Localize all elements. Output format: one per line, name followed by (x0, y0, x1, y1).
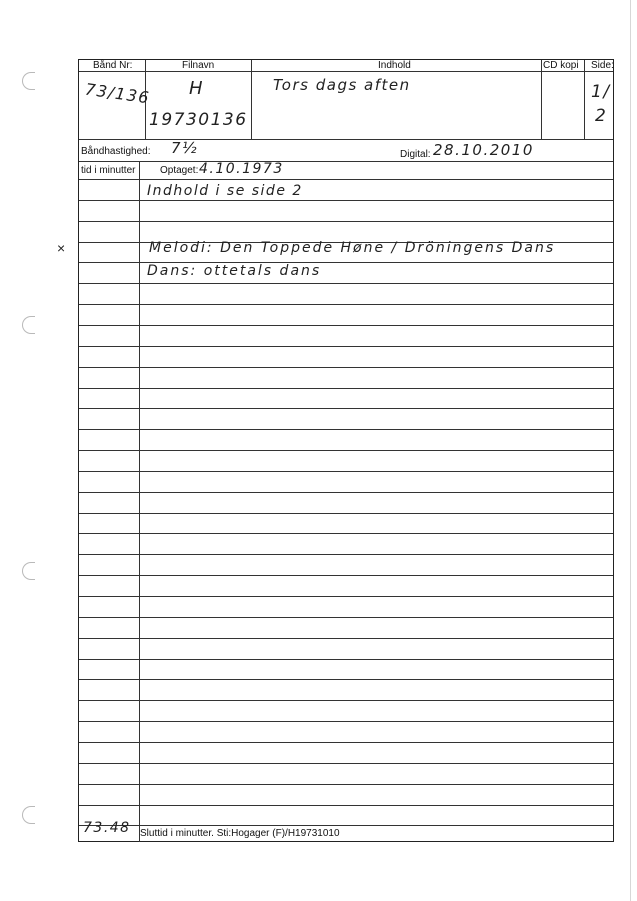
indhold-label: Indhold (378, 60, 411, 71)
total-time-value: 73.48 (83, 820, 131, 836)
ruled-line (79, 304, 613, 305)
ruled-line (79, 221, 613, 222)
ruled-line (79, 742, 613, 743)
side-label: Side: (591, 60, 614, 71)
header-bottom-rule (79, 71, 613, 72)
ruled-line (79, 617, 613, 618)
ruled-line (79, 805, 613, 806)
ruled-line (79, 575, 613, 576)
ruled-line (79, 700, 613, 701)
ruled-line (79, 450, 613, 451)
footer-text: Sluttid i minutter. Sti:Hogager (F)/H19731010 (140, 828, 340, 839)
ruled-line (79, 554, 613, 555)
content-line: Dans: ottetals dans (147, 263, 322, 279)
ruled-line (79, 659, 613, 660)
ruled-line (79, 388, 613, 389)
paper-edge (630, 0, 631, 901)
ruled-line (79, 408, 613, 409)
bandhastighed-value: 7½ (171, 139, 199, 157)
ruled-line (79, 638, 613, 639)
punch-hole (22, 806, 35, 824)
band-nr-label: Bånd Nr: (93, 60, 133, 71)
margin-x-mark: × (57, 240, 66, 256)
ruled-line (79, 763, 613, 764)
digital-value: 28.10.2010 (433, 141, 534, 159)
col-divider (584, 60, 585, 139)
ruled-line (79, 200, 613, 201)
tid-label: tid i minutter (81, 165, 136, 176)
time-column-divider (139, 161, 140, 842)
punch-hole (22, 316, 35, 334)
col-divider (251, 60, 252, 139)
side-bottom-value: 2 (595, 106, 608, 126)
filnavn-letter: H (189, 78, 205, 99)
ruled-line (79, 492, 613, 493)
filnavn-label: Filnavn (182, 60, 215, 71)
cd-kopi-label: CD kopi (543, 60, 579, 71)
ruled-line (79, 679, 613, 680)
ruled-line (79, 346, 613, 347)
digital-label: Digital: (400, 149, 431, 160)
ruled-line (79, 471, 613, 472)
filnavn-number: 19730136 (149, 110, 248, 130)
ruled-line (79, 179, 613, 180)
ruled-line (79, 325, 613, 326)
punch-hole (22, 72, 35, 90)
optaget-label: Optaget: (160, 165, 199, 176)
row-rule (79, 161, 613, 162)
ruled-line (79, 513, 613, 514)
ruled-line (79, 283, 613, 284)
punch-hole (22, 562, 35, 580)
ruled-line (79, 721, 613, 722)
ruled-line (79, 429, 613, 430)
bandhastighed-label: Båndhastighed: (81, 146, 151, 157)
content-line: Indhold i se side 2 (147, 183, 303, 199)
ruled-line (79, 784, 613, 785)
tape-log-form (78, 59, 614, 842)
ruled-line (79, 367, 613, 368)
optaget-value: 4.10.1973 (199, 161, 284, 177)
content-line: Melodi: Den Toppede Høne / Dröningens Dans (149, 240, 556, 256)
row-rule (79, 139, 613, 140)
ruled-line (79, 596, 613, 597)
side-top-value: 1/ (591, 82, 611, 102)
ruled-line (79, 825, 613, 826)
ruled-line (79, 533, 613, 534)
band-nr-value: 73/136 (83, 79, 152, 108)
col-divider (541, 60, 542, 139)
title-value: Tors dags aften (273, 76, 411, 94)
